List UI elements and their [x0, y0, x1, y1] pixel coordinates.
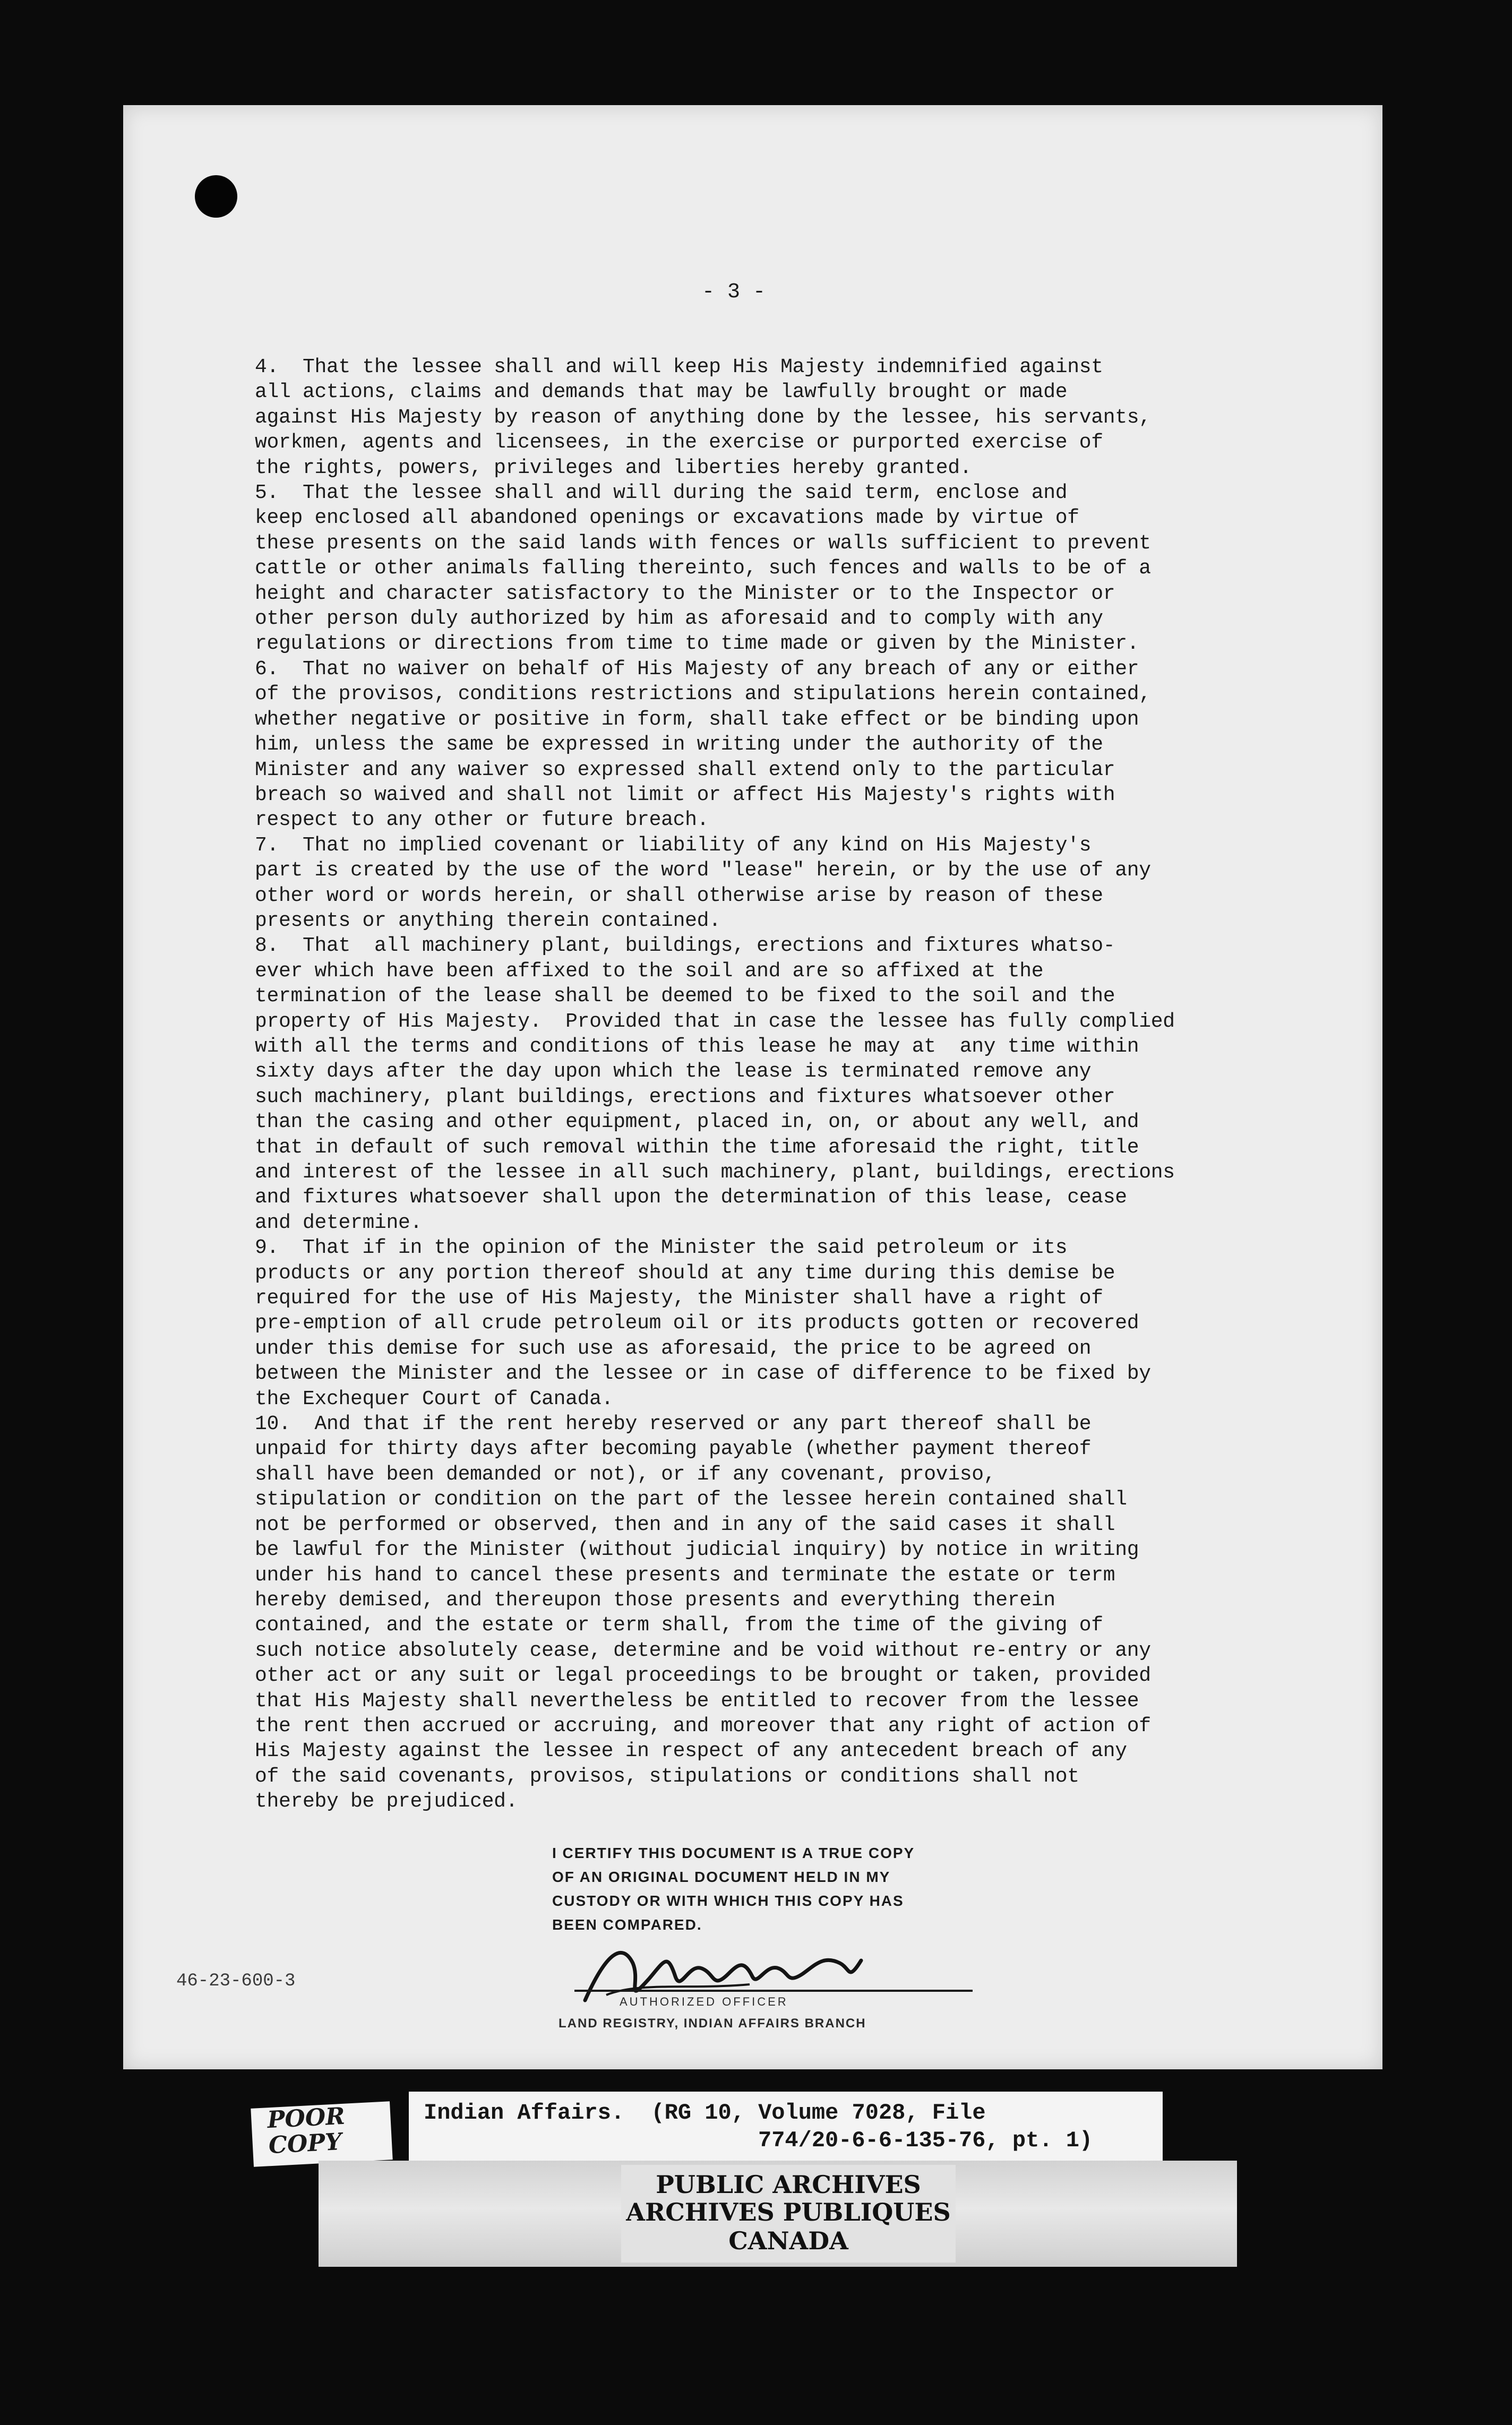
clause-line: termination of the lease shall be deemed to be fixed to the soil and the	[255, 985, 1115, 1008]
clause-line: pre-emption of all crude petroleum oil or its products gotten or recovered	[255, 1312, 1139, 1335]
registry-name: LAND REGISTRY, INDIAN AFFAIRS BRANCH	[559, 2016, 866, 2031]
reference-line: Indian Affairs. (RG 10, Volume 7028, File	[424, 2100, 986, 2126]
clause-line: hereby demised, and thereupon those presents and everything therein	[255, 1588, 1055, 1612]
clause-line: the rights, powers, privileges and liberties hereby granted.	[255, 456, 972, 479]
clause-line: shall have been demanded or not), or if any covenant, proviso,	[255, 1463, 996, 1486]
poor-copy-line: POOR	[267, 2102, 346, 2134]
clause-paragraph	[255, 833, 1348, 934]
clause-line: breach so waived and shall not limit or affect His Majesty's rights with	[255, 783, 1115, 806]
archives-line: ARCHIVES PUBLIQUES	[626, 2198, 951, 2226]
clause-line: such notice absolutely cease, determine and be void without re-entry or any	[255, 1639, 1151, 1662]
archives-line: PUBLIC ARCHIVES	[656, 2170, 921, 2199]
clause-line: sixty days after the day upon which the lease is terminated remove any	[255, 1060, 1092, 1083]
clause-line: other act or any suit or legal proceedings to be brought or taken, provided	[255, 1664, 1151, 1688]
clause-line: not be performed or observed, then and in any of the said cases it shall	[255, 1513, 1115, 1536]
clause-line: products or any portion thereof should at any time during this demise be	[255, 1261, 1115, 1285]
poor-copy-label	[251, 2101, 392, 2167]
clause-line: these presents on the said lands with fences or walls sufficient to prevent	[255, 531, 1151, 555]
clause-line: regulations or directions from time to time made or given by the Minister.	[255, 632, 1139, 656]
page-number: - 3 -	[701, 280, 766, 304]
poor-copy-line: COPY	[268, 2128, 342, 2160]
clause-line: of the said covenants, provisos, stipulations or conditions shall not	[255, 1765, 1079, 1788]
clause-line: the Exchequer Court of Canada.	[255, 1387, 614, 1411]
reference-line: 774/20-6-6-135-76, pt. 1)	[758, 2128, 1093, 2153]
clause-line: respect to any other or future breach.	[255, 809, 709, 832]
clause-line: and determine.	[255, 1211, 423, 1234]
punch-hole	[195, 175, 237, 218]
clause-line: stipulation or condition on the part of the lessee herein contained shall	[255, 1488, 1127, 1511]
signature-line	[574, 1990, 973, 1992]
clause-line: between the Minister and the lessee or in case of difference to be fixed by	[255, 1362, 1151, 1386]
clause-line: 10. And that if the rent hereby reserved or any part thereof shall be	[255, 1413, 1092, 1436]
clause-line: 6. That no waiver on behalf of His Majesty of any breach of any or either	[255, 657, 1139, 681]
clause-paragraph	[255, 480, 1348, 657]
clause-line: than the casing and other equipment, placed in, on, or about any well, and	[255, 1111, 1139, 1134]
clause-line: other person duly authorized by him as aforesaid and to comply with any	[255, 607, 1103, 631]
clause-line: and fixtures whatsoever shall upon the determination of this lease, cease	[255, 1186, 1127, 1209]
form-number: 46-23-600-3	[176, 1971, 296, 1991]
clause-line: His Majesty against the lessee in respect of any antecedent breach of any	[255, 1740, 1127, 1763]
clause-line: him, unless the same be expressed in writing under the authority of the	[255, 733, 1103, 756]
clause-line: 9. That if in the opinion of the Minister the said petroleum or its	[255, 1236, 1068, 1260]
clause-line: unpaid for thirty days after becoming payable (whether payment thereof	[255, 1438, 1092, 1461]
clause-line: part is created by the use of the word "lease" herein, or by the use of any	[255, 859, 1151, 882]
clause-line: contained, and the estate or term shall, from the time of the giving of	[255, 1614, 1103, 1637]
clause-line: that in default of such removal within the time aforesaid the right, title	[255, 1136, 1139, 1159]
clause-line: under this demise for such use as aforesaid, the price to be agreed on	[255, 1337, 1092, 1360]
archives-stamp-text	[621, 2165, 956, 2263]
certification-line: BEEN COMPARED.	[552, 1916, 702, 1933]
clause-line: 5. That the lessee shall and will during the said term, enclose and	[255, 481, 1068, 505]
clause-line: be lawful for the Minister (without judicial inquiry) by notice in writing	[255, 1538, 1139, 1562]
certification-line: I CERTIFY THIS DOCUMENT IS A TRUE COPY	[552, 1845, 915, 1861]
clause-line: such machinery, plant buildings, erections and fixtures whatsoever other	[255, 1085, 1115, 1108]
clause-line: with all the terms and conditions of this lease he may at any time within	[255, 1035, 1139, 1058]
clause-line: all actions, claims and demands that may be lawfully brought or made	[255, 381, 1068, 404]
clause-line: and interest of the lessee in all such machinery, plant, buildings, erections	[255, 1161, 1175, 1184]
clause-paragraph	[255, 657, 1348, 833]
certification-stamp	[552, 1841, 1030, 1937]
clause-line: the rent then accrued or accruing, and moreover that any right of action of	[255, 1714, 1151, 1738]
clause-line: that His Majesty shall nevertheless be entitled to recover from the lessee	[255, 1689, 1139, 1713]
clause-line: Minister and any waiver so expressed shall extend only to the particular	[255, 758, 1115, 781]
clause-line: under his hand to cancel these presents and terminate the estate or term	[255, 1563, 1115, 1587]
clause-paragraph	[255, 355, 1348, 480]
clause-paragraph	[255, 1235, 1348, 1412]
clause-line: whether negative or positive in form, shall take effect or be binding upon	[255, 708, 1139, 731]
clause-line: 4. That the lessee shall and will keep His Majesty indemnified against	[255, 356, 1103, 379]
clause-line: of the provisos, conditions restrictions and stipulations herein contained,	[255, 683, 1151, 706]
clause-line: property of His Majesty. Provided that in case the lessee has fully complied	[255, 1010, 1175, 1033]
certification-line: OF AN ORIGINAL DOCUMENT HELD IN MY	[552, 1869, 891, 1885]
archives-line: CANADA	[728, 2226, 848, 2255]
certification-line: CUSTODY OR WITH WHICH THIS COPY HAS	[552, 1893, 904, 1909]
clause-paragraph	[255, 933, 1348, 1235]
clause-line: 7. That no implied covenant or liability of any kind on His Majesty's	[255, 833, 1092, 857]
officer-title: AUTHORIZED OFFICER	[620, 1995, 788, 2008]
clause-line: other word or words herein, or shall otherwise arise by reason of these	[255, 884, 1103, 907]
document-page	[123, 105, 1382, 2069]
clause-line: workmen, agents and licensees, in the exercise or purported exercise of	[255, 431, 1103, 454]
clause-line: thereby be prejudiced.	[255, 1790, 518, 1813]
clause-line: against His Majesty by reason of anything done by the lessee, his servants,	[255, 406, 1151, 429]
clause-line: keep enclosed all abandoned openings or excavations made by virtue of	[255, 506, 1079, 530]
clause-line: height and character satisfactory to the Minister or to the Inspector or	[255, 582, 1115, 605]
clause-line: ever which have been affixed to the soil and are so affixed at the	[255, 959, 1044, 983]
clause-line: 8. That all machinery plant, buildings, erections and fixtures whatso-	[255, 934, 1115, 958]
lease-clauses	[255, 355, 1348, 1815]
clause-paragraph	[255, 1412, 1348, 1815]
clause-line: cattle or other animals falling thereinto, such fences and walls to be of a	[255, 557, 1151, 580]
clause-line: presents or anything therein contained.	[255, 909, 721, 932]
clause-line: required for the use of His Majesty, the Minister shall have a right of	[255, 1287, 1103, 1310]
archives-stamp	[319, 2161, 1237, 2267]
